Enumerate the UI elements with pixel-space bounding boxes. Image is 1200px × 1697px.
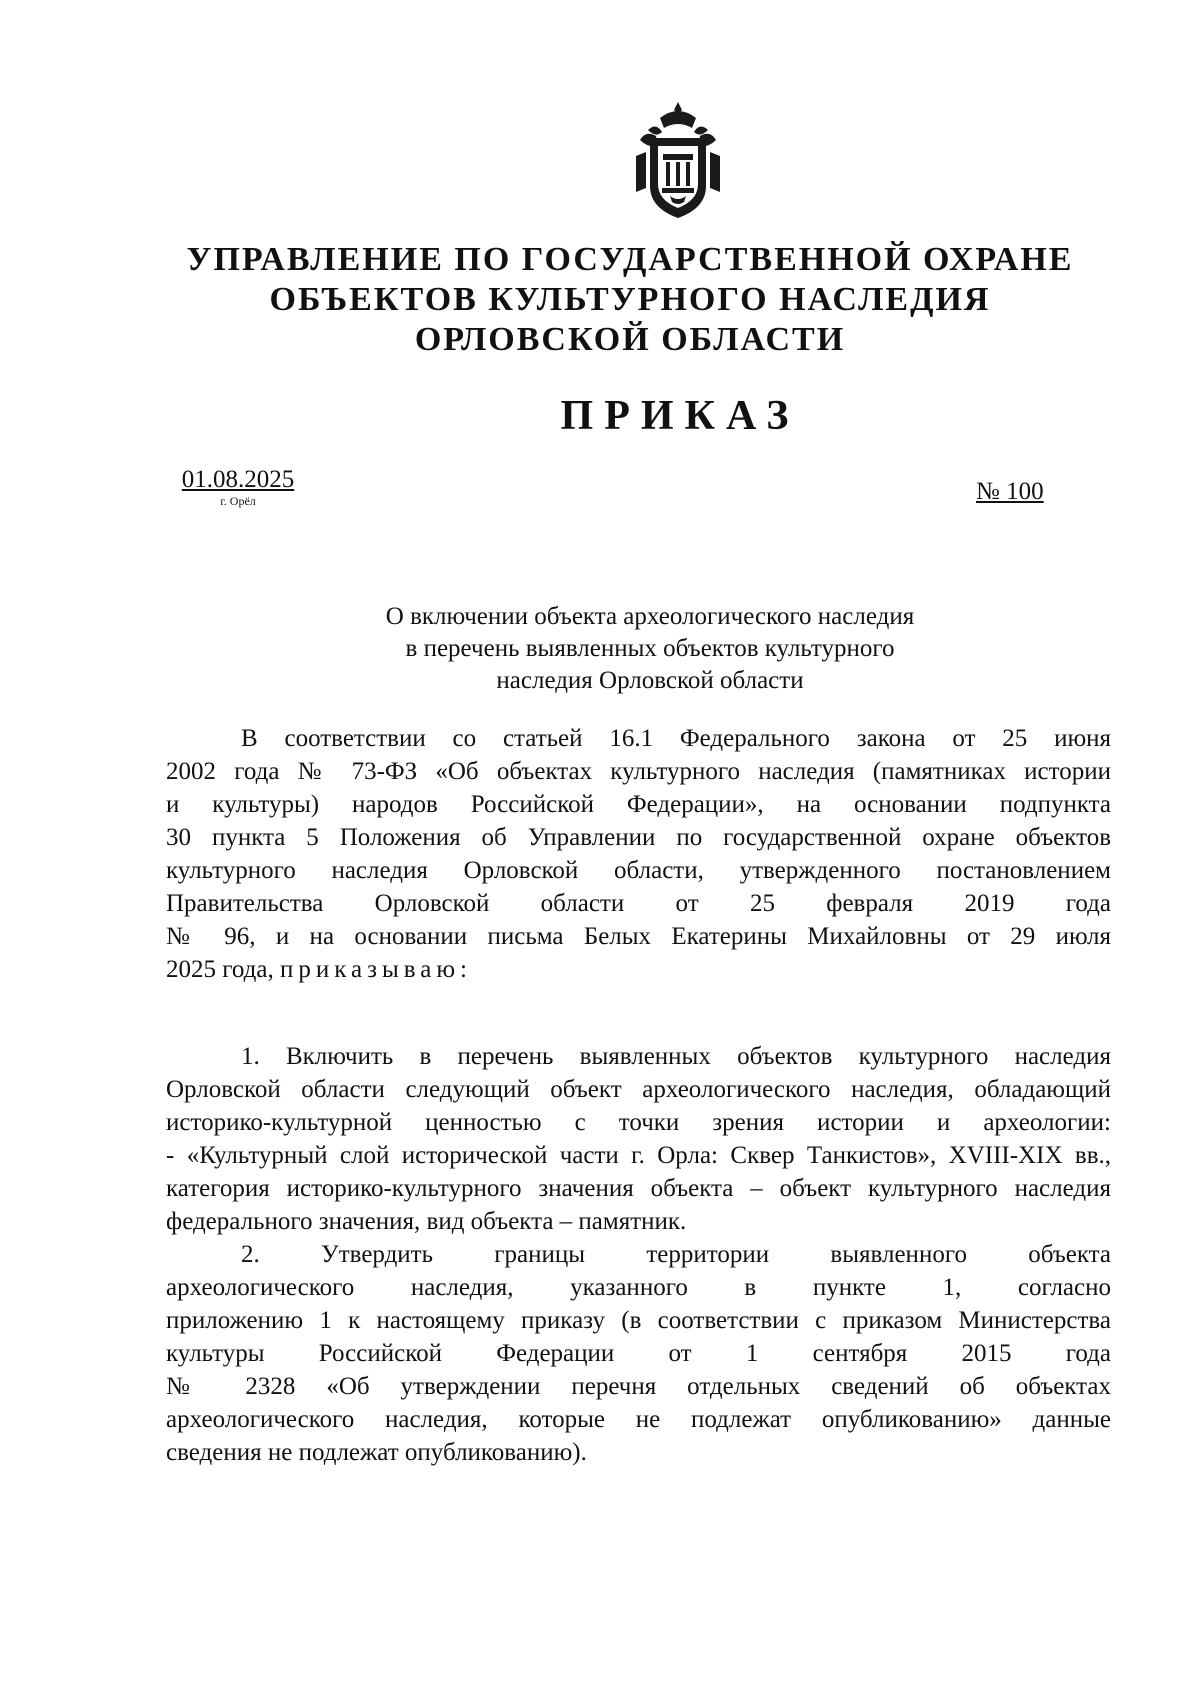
text-line: В соответствии со статьей 16.1 Федерального закона от 25 июня — [241, 725, 1111, 752]
item-2-paragraph — [166, 1238, 1111, 1469]
text-line: культурного наследия Орловской области, утвержденного постановлением — [166, 857, 1111, 884]
text-line: федерального значения, вид объекта – памятник. — [166, 1208, 687, 1235]
text-line: историко-культурной ценностью с точки зрения истории и археологии: — [166, 1109, 1111, 1136]
text-line: № 2328 «Об утверждении перечня отдельных сведений об объектах — [166, 1373, 1111, 1400]
org-line: УПРАВЛЕНИЕ ПО ГОСУДАРСТВЕННОЙ ОХРАНЕ — [186, 241, 1074, 278]
text-line: сведения не подлежат опубликованию). — [166, 1439, 587, 1466]
document-subject — [300, 601, 1000, 697]
text-line: Орловской области следующий объект археологического наследия, обладающий — [166, 1076, 1111, 1103]
preamble-paragraph — [166, 722, 1111, 986]
text-line: археологического наследия, указанного в пункте 1, согласно — [166, 1274, 1111, 1301]
document-date: 01.08.2025 — [181, 466, 295, 493]
text-line: - «Культурный слой исторической части г. Орла: Сквер Танкистов», XVIII-XIX вв., — [166, 1142, 1111, 1169]
org-line: ОБЪЕКТОВ КУЛЬТУРНОГО НАСЛЕДИЯ — [269, 281, 991, 318]
subject-line: в перечень выявленных объектов культурного — [405, 635, 895, 662]
text-line: приложению 1 к настоящему приказу (в соответствии с приказом Министерства — [166, 1307, 1111, 1334]
text-fragment: 2025 года, — [166, 956, 280, 983]
text-line — [166, 953, 1111, 986]
text-line: культуры Российской Федерации от 1 сентября 2015 года — [166, 1340, 1111, 1367]
text-line: 1. Включить в перечень выявленных объектов культурного наследия — [241, 1043, 1111, 1070]
text-line: Правительства Орловской области от 25 февраля 2019 года — [166, 890, 1111, 917]
subject-line: О включении объекта археологического наследия — [385, 603, 915, 630]
text-line: категория историко-культурного значения объекта – объект культурного наследия — [166, 1175, 1111, 1202]
text-line: 30 пункта 5 Положения об Управлении по государственной охране объектов — [166, 824, 1111, 851]
document-number: № 100 — [976, 478, 1044, 505]
text-line: и культуры) народов Российской Федерации», на основании подпункта — [166, 791, 1111, 818]
date-block — [168, 466, 308, 508]
subject-line: наследия Орловской области — [496, 667, 804, 694]
text-line: 2. Утвердить границы территории выявленного объекта — [241, 1241, 1111, 1268]
text-line: № 96, и на основании письма Белых Екатерины Михайловны от 29 июля — [166, 923, 1111, 950]
organization-name — [180, 240, 1080, 360]
order-verb: приказываю: — [279, 956, 472, 983]
text-line: археологического наследия, которые не подлежат опубликованию» данные — [166, 1406, 1111, 1433]
orel-oblast-coat-of-arms-icon — [630, 100, 726, 222]
document-city: г. Орёл — [220, 494, 256, 508]
item-1-paragraph — [166, 1040, 1111, 1238]
document-type-title: ПРИКАЗ — [560, 393, 800, 439]
org-line: ОРЛОВСКОЙ ОБЛАСТИ — [414, 321, 846, 358]
text-line: 2002 года № 73-ФЗ «Об объектах культурного наследия (памятниках истории — [166, 758, 1111, 785]
